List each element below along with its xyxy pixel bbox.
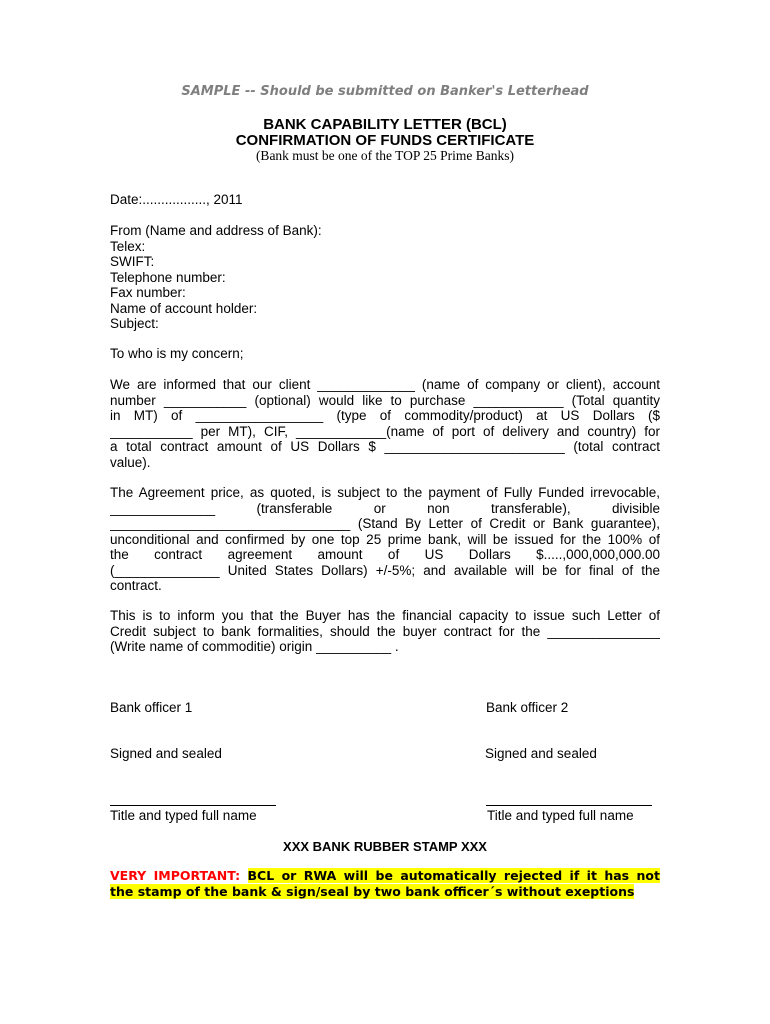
paragraph-line: Credit subject to bank formalities, should the buyer contract for the _______________: [110, 623, 660, 639]
sample-note: SAMPLE -- Should be submitted on Banker's Letterhead: [181, 84, 589, 99]
signature-line-2: [486, 805, 652, 806]
field-telex: Telex:: [110, 238, 146, 254]
paragraph-line: the contract agreement amount of US Dollars $.....,000,000,000.00: [110, 547, 660, 562]
document-title-line-1: BANK CAPABILITY LETTER (BCL): [263, 116, 507, 133]
warning-notice: [110, 868, 660, 899]
field-swift: SWIFT:: [110, 254, 155, 269]
signed-sealed-1: Signed and sealed: [110, 746, 222, 761]
paragraph-line: number ___________ (optional) would like to purchase ____________ (Total quantity: [110, 392, 660, 408]
paragraph-line: (Write name of commoditie) origin __________ .: [110, 639, 399, 654]
warning-label: VERY IMPORTANT:: [110, 868, 241, 883]
rubber-stamp-line: XXX BANK RUBBER STAMP XXX: [283, 839, 487, 854]
paragraph-client-purchase: [110, 377, 660, 470]
warning-text-line-2: the stamp of the bank & sign/seal by two bank officer´s without exeptions: [110, 883, 635, 899]
paragraph-line: The Agreement price, as quoted, is subject to the payment of Fully Funded irrevocable,: [110, 485, 660, 500]
paragraph-line: We are informed that our client _____________ (name of company or client), account: [110, 377, 660, 392]
bank-officer-2-label: Bank officer 2: [486, 700, 569, 715]
warning-text-line-1: BCL or RWA will be automatically rejected if it has not: [247, 868, 660, 883]
paragraph-agreement-price: [110, 485, 660, 594]
field-fax: Fax number:: [110, 285, 186, 300]
paragraph-line: ___________ per MT), CIF, ____________(name of port of delivery and country) for: [110, 423, 660, 439]
paragraph-line: unconditional and confirmed by one top 25 prime bank, will be issued for the 100% of: [110, 531, 660, 547]
document-subtitle: (Bank must be one of the TOP 25 Prime Banks): [255, 148, 515, 163]
paragraph-financial-capacity: [110, 608, 660, 655]
field-from-bank: From (Name and address of Bank):: [110, 223, 322, 238]
signature-line-1: [110, 805, 276, 806]
paragraph-line: a total contract amount of US Dollars $ ________________________ (total contract: [110, 439, 660, 454]
field-telephone: Telephone number:: [110, 269, 226, 285]
bank-officer-1-label: Bank officer 1: [110, 700, 193, 715]
signed-sealed-2: Signed and sealed: [485, 746, 597, 761]
paragraph-line: in MT) of _________________ (type of commodity/product) at US Dollars ($: [110, 408, 660, 423]
paragraph-line: This is to inform you that the Buyer has the financial capacity to issue such Letter of: [110, 608, 660, 623]
salutation: To who is my concern;: [110, 346, 244, 361]
typed-name-1: Title and typed full name: [110, 808, 257, 823]
paragraph-line: (______________ United States Dollars) +/-5%; and available will be for final of the: [110, 562, 660, 578]
document-title-line-2: CONFIRMATION OF FUNDS CERTIFICATE: [235, 132, 535, 149]
paragraph-line: ______________ (transferable or non transferable), divisible: [110, 500, 660, 516]
paragraph-line: value).: [110, 454, 151, 470]
date-line: Date:................., 2011: [110, 192, 243, 207]
typed-name-2: Title and typed full name: [487, 808, 634, 823]
paragraph-line: ________________________________ (Stand By Letter of Credit or Bank guarantee),: [110, 516, 660, 531]
field-account-holder: Name of account holder:: [110, 300, 258, 316]
field-subject: Subject:: [110, 316, 159, 331]
paragraph-line: contract.: [110, 578, 162, 593]
